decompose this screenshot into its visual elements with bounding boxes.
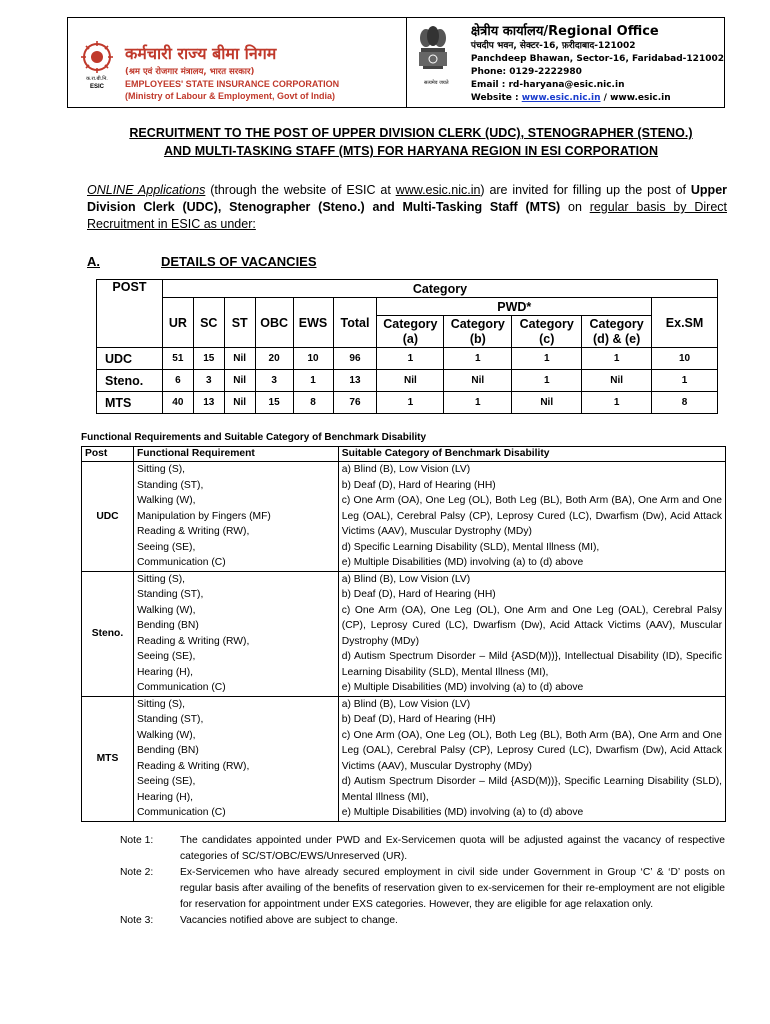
cell: 1: [512, 370, 582, 392]
email: Email : rd-haryana@esic.nic.in: [470, 80, 625, 90]
requirement: Manipulation by Fingers (MF): [136, 510, 271, 522]
logo-caption-english: ESIC: [89, 84, 105, 90]
func-header-requirement: Functional Requirement: [133, 447, 338, 462]
disability: c) One Arm (OA), One Leg (OL), One Arm and One Leg (OAL), Cerebral Palsy (CP), Leprosy Cured (LC), Dwarfism (Dw), Acid Attack Victims (AAV), Muscular Dystrophy (MDy): [341, 604, 722, 647]
intro-text-3: on: [560, 200, 590, 214]
requirement: Reading & Writing (RW),: [136, 526, 250, 537]
pwd-header: PWD*: [377, 298, 652, 316]
func-post: UDC: [82, 462, 134, 572]
table-row: [82, 571, 726, 696]
func-requirements: [133, 571, 338, 696]
cell: 8: [652, 392, 718, 414]
emblem-caption: सत्यमेव जयते: [424, 80, 449, 86]
intro-text-2: ) are invited for filling up the post of: [480, 183, 691, 197]
note-text: Vacancies notified above are subject to change.: [180, 915, 398, 926]
col-pwd-a: Category (a): [377, 316, 444, 348]
col-obc: OBC: [255, 298, 293, 348]
requirement: Reading & Writing (RW),: [136, 760, 250, 772]
cell: 1: [444, 392, 512, 414]
online-applications: ONLINE Applications: [87, 183, 206, 197]
org-name-english: EMPLOYEES' STATE INSURANCE CORPORATION: [125, 79, 340, 89]
requirement: Walking (W),: [136, 729, 196, 741]
cell: 13: [333, 370, 377, 392]
section-a-letter: A.: [87, 254, 100, 269]
col-ur: UR: [162, 298, 193, 348]
disability: a) Blind (B), Low Vision (LV): [341, 573, 471, 585]
func-requirements: [133, 696, 338, 821]
table-row: [97, 348, 718, 370]
intro-posts: Upper Division Clerk (UDC), Stenographer (Steno.) and Multi-Tasking Staff (MTS): [87, 183, 728, 214]
note-text: The candidates appointed under PWD and Ex-Servicemen quota will be adjusted against the vacancy of respective categories of SC/ST/OBC/EWS/Unreserved (UR).: [180, 835, 725, 862]
requirement: Walking (W),: [136, 495, 196, 506]
office-title: [471, 24, 724, 40]
note-3: [120, 913, 725, 929]
func-disabilities: [338, 696, 725, 821]
website-link[interactable]: www.esic.nic.in: [521, 93, 601, 103]
cell: 96: [333, 348, 377, 370]
vacancy-table: [96, 279, 718, 414]
col-st: ST: [224, 298, 255, 348]
website: [471, 92, 724, 105]
cell: 6: [162, 370, 193, 392]
disability: d) Autism Spectrum Disorder – Mild {ASD(M))}, Intellectual Disability (ID), Specific Learning Disability (SLD), Mental Illness (MI),: [341, 651, 722, 678]
disability: e) Multiple Disabilities (MD) involving (a) to (d) above: [341, 807, 584, 818]
disability: c) One Arm (OA), One Leg (OL), Both Leg (BL), Both Arm (BA), One Arm and One Leg (OAL), Cerebral Palsy (CP), Leprosy Cured (LC), Dwarfism (Dw), Acid Attack Victims (AAV), Muscular Dystrophy (MDy): [341, 729, 722, 772]
func-post: Steno.: [82, 571, 134, 696]
table-row: [97, 392, 718, 414]
cell: Nil: [224, 392, 255, 414]
disability: a) Blind (B), Low Vision (LV): [341, 698, 471, 710]
intro-website[interactable]: www.esic.nic.in: [395, 183, 481, 197]
office-title-english: /Regional Office: [543, 24, 659, 39]
requirement: Standing (ST),: [136, 479, 204, 491]
func-header-post: Post: [82, 447, 134, 462]
cell: 10: [652, 348, 718, 370]
note-label: Note 2:: [120, 867, 154, 878]
cell: 15: [193, 348, 224, 370]
requirement: Walking (W),: [136, 604, 196, 616]
national-emblem: [407, 18, 465, 107]
cell: 1: [652, 370, 718, 392]
note-text: Ex-Servicemen who have already secured employment in civil side under Government in Group ‘C’ & ‘D’ posts on regular basis after availing of the benefits of reservation given to ex-servicemen for their re-employment are not eligible for reservation for appointment under EXS categories. However, they are eligible for age relaxation only.: [180, 867, 725, 910]
cell: 1: [582, 348, 652, 370]
requirement: Sitting (S),: [136, 464, 186, 475]
regional-office-info: [465, 18, 724, 107]
cell: 1: [377, 392, 444, 414]
cell: Nil: [377, 370, 444, 392]
cell: Nil: [444, 370, 512, 392]
disability: b) Deaf (D), Hard of Hearing (HH): [341, 589, 496, 600]
disability: c) One Arm (OA), One Leg (OL), Both Leg (BL), Both Arm (BA), One Arm and One Leg (OAL), Cerebral Palsy (CP), Leprosy Cured (LC), Dwarfism (Dw), Acid Attack Victims (AAV), Muscular Dystrophy (MDy): [341, 495, 722, 537]
col-sc: SC: [193, 298, 224, 348]
website-label: Website :: [470, 93, 522, 103]
requirement: Hearing (H),: [136, 791, 194, 803]
disability: b) Deaf (D), Hard of Hearing (HH): [341, 714, 496, 725]
requirement: Seeing (SE),: [136, 651, 196, 662]
category-header: Category: [162, 280, 717, 298]
col-exsm: Ex.SM: [652, 298, 718, 348]
logo-caption-hindi: क.रा.बी.नि.: [86, 76, 108, 82]
section-a-heading: DETAILS OF VACANCIES: [161, 254, 317, 269]
esic-branding: [68, 18, 407, 107]
cell: 15: [255, 392, 293, 414]
org-name-hindi: कर्मचारी राज्य बीमा निगम: [125, 44, 277, 63]
cell: Nil: [512, 392, 582, 414]
func-disabilities: [338, 462, 725, 572]
requirement: Standing (ST),: [136, 714, 204, 725]
disability: b) Deaf (D), Hard of Hearing (HH): [341, 479, 496, 491]
cell: 3: [255, 370, 293, 392]
note-label: Note 3:: [120, 915, 154, 926]
functional-table: [81, 446, 726, 822]
cell: Nil: [224, 370, 255, 392]
cell: 3: [193, 370, 224, 392]
website-alt: / www.esic.in: [600, 93, 671, 103]
disability: a) Blind (B), Low Vision (LV): [341, 464, 471, 475]
col-pwd-c: Category (c): [512, 316, 582, 348]
cell: 10: [293, 348, 333, 370]
requirement: Seeing (SE),: [136, 541, 196, 553]
intro-paragraph: [87, 182, 727, 233]
table-row: [97, 370, 718, 392]
requirement: Seeing (SE),: [136, 776, 196, 787]
row-post: UDC: [97, 348, 163, 370]
note-label: Note 1:: [120, 835, 154, 846]
cell: Nil: [224, 348, 255, 370]
requirement: Bending (BN): [136, 620, 199, 631]
disability: e) Multiple Disabilities (MD) involving (a) to (d) above: [341, 682, 584, 693]
row-post: MTS: [97, 392, 163, 414]
requirement: Communication (C): [136, 682, 226, 693]
cell: 13: [193, 392, 224, 414]
esic-logo-icon: [77, 40, 117, 90]
title-line-2: AND MULTI-TASKING STAFF (MTS) FOR HARYANA REGION IN ESI CORPORATION: [163, 144, 659, 158]
note-2: [120, 865, 725, 913]
row-post: Steno.: [97, 370, 163, 392]
ministry-english: (Ministry of Labour & Employment, Govt of India): [125, 91, 336, 101]
page-title: [66, 124, 756, 160]
cell: 1: [512, 348, 582, 370]
disability: e) Multiple Disabilities (MD) involving (a) to (d) above: [341, 557, 584, 568]
requirement: Reading & Writing (RW),: [136, 635, 250, 647]
cell: 40: [162, 392, 193, 414]
requirement: Communication (C): [136, 807, 226, 818]
address-hindi: पंचदीप भवन, सेक्टर-16, फ़रीदाबाद-121002: [470, 41, 636, 51]
requirement: Communication (C): [136, 557, 226, 568]
cell: 51: [162, 348, 193, 370]
intro-text-1: (through the website of ESIC at: [205, 183, 396, 197]
ministry-hindi: (श्रम एवं रोजगार मंत्रालय, भारत सरकार): [125, 67, 255, 77]
cell: 1: [293, 370, 333, 392]
func-header-disability: Suitable Category of Benchmark Disability: [338, 447, 725, 462]
cell: 8: [293, 392, 333, 414]
func-disabilities: [338, 571, 725, 696]
functional-table-caption: Functional Requirements and Suitable Category of Benchmark Disability: [81, 432, 427, 443]
office-title-hindi: क्षेत्रीय कार्यालय: [470, 24, 544, 39]
col-pwd-de: Category (d) & (e): [582, 316, 652, 348]
cell: 1: [444, 348, 512, 370]
requirement: Hearing (H),: [136, 666, 194, 678]
col-pwd-b: Category (b): [444, 316, 512, 348]
requirement: Sitting (S),: [136, 573, 186, 585]
disability: d) Autism Spectrum Disorder – Mild {ASD(M))}, Specific Learning Disability (SLD), Mental Illness (MI),: [341, 776, 722, 803]
cell: 20: [255, 348, 293, 370]
col-ews: EWS: [293, 298, 333, 348]
requirement: Sitting (S),: [136, 698, 186, 710]
post-header: POST: [97, 280, 163, 348]
func-requirements: [133, 462, 338, 572]
address-english: Panchdeep Bhawan, Sector-16, Faridabad-121002: [470, 54, 724, 64]
requirement: Bending (BN): [136, 745, 199, 756]
ashoka-emblem-icon: [415, 24, 451, 76]
cell: 1: [582, 392, 652, 414]
table-row: [82, 696, 726, 821]
requirement: Standing (ST),: [136, 589, 204, 600]
notes: [120, 833, 725, 929]
disability: d) Specific Learning Disability (SLD), Mental Illness (MI),: [341, 541, 600, 553]
note-1: [120, 833, 725, 865]
phone: Phone: 0129-2222980: [470, 67, 582, 77]
cell: Nil: [582, 370, 652, 392]
intro-basis: regular basis by Direct Recruitment in ESIC as under:: [87, 200, 727, 231]
title-line-1: RECRUITMENT TO THE POST OF UPPER DIVISION CLERK (UDC), STENOGRAPHER (STENO.): [129, 126, 693, 140]
col-total: Total: [333, 298, 377, 348]
cell: 76: [333, 392, 377, 414]
cell: 1: [377, 348, 444, 370]
table-row: [82, 462, 726, 572]
func-post: MTS: [82, 696, 134, 821]
letterhead: [67, 17, 725, 108]
